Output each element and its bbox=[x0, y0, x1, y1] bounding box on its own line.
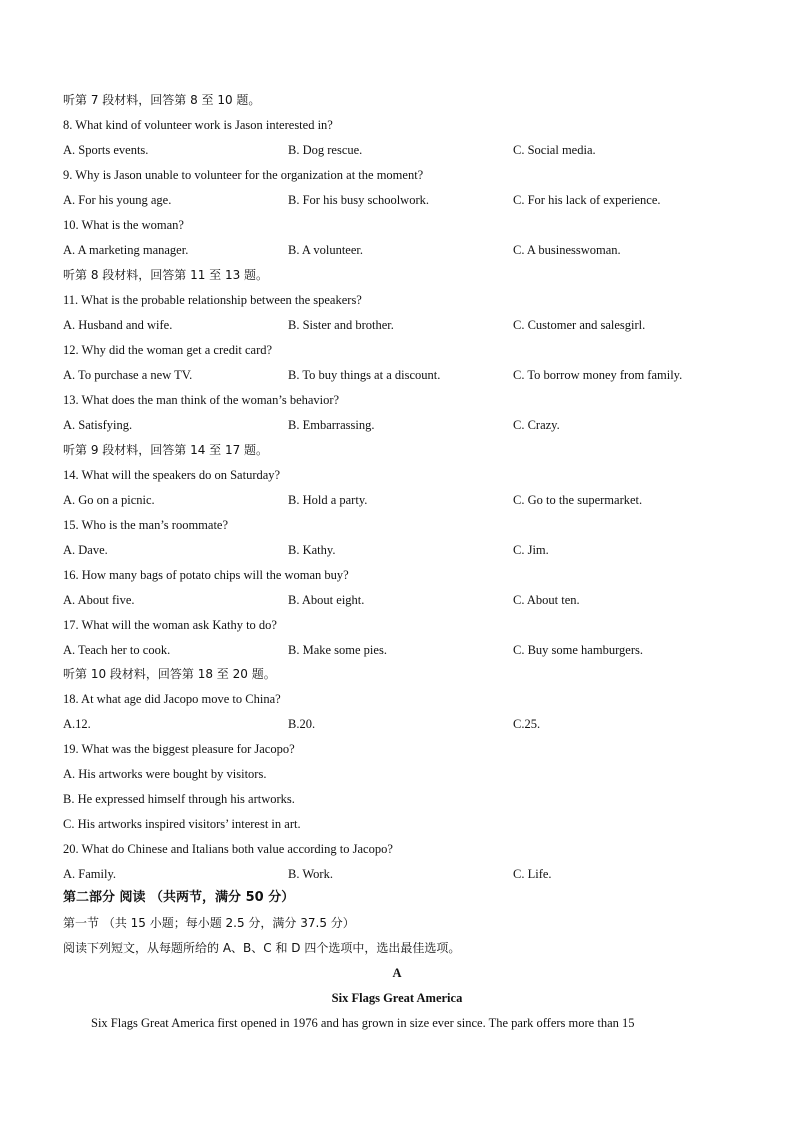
section-9-instruction: 听第 9 段材料，回答第 14 至 17 题。 bbox=[63, 443, 269, 457]
question-15: 15. Who is the man’s roommate? bbox=[63, 518, 229, 532]
question-8: 8. What kind of volunteer work is Jason interested in? bbox=[63, 118, 333, 132]
q9-option-a: A. For his young age. bbox=[63, 193, 172, 207]
q8-option-a: A. Sports events. bbox=[63, 143, 149, 157]
q11-option-a: A. Husband and wife. bbox=[63, 318, 173, 332]
passage-letter: A bbox=[392, 966, 402, 980]
question-11: 11. What is the probable relationship between the speakers? bbox=[63, 293, 362, 307]
passage-title: Six Flags Great America bbox=[331, 991, 463, 1005]
question-13: 13. What does the man think of the woman’s behavior? bbox=[63, 393, 340, 407]
q13-option-a: A. Satisfying. bbox=[63, 418, 133, 432]
section-8-instruction: 听第 8 段材料，回答第 11 至 13 题。 bbox=[63, 268, 269, 282]
q18-option-c: C.25. bbox=[513, 717, 541, 731]
q18-option-b: B.20. bbox=[288, 717, 316, 731]
q9-option-b: B. For his busy schoolwork. bbox=[288, 193, 429, 207]
q18-option-a: A.12. bbox=[63, 717, 91, 731]
q13-option-c: C. Crazy. bbox=[513, 418, 560, 432]
question-19: 19. What was the biggest pleasure for Jacopo? bbox=[63, 742, 295, 756]
q20-option-b: B. Work. bbox=[288, 867, 333, 881]
q20-option-c: C. Life. bbox=[513, 867, 552, 881]
q10-option-a: A. A marketing manager. bbox=[63, 243, 189, 257]
q16-option-c: C. About ten. bbox=[513, 593, 580, 607]
q12-option-c: C. To borrow money from family. bbox=[513, 368, 683, 382]
q14-option-a: A. Go on a picnic. bbox=[63, 493, 155, 507]
section-7-instruction: 听第 7 段材料，回答第 8 至 10 题。 bbox=[63, 93, 261, 107]
q17-option-b: B. Make some pies. bbox=[288, 643, 387, 657]
q16-option-a: A. About five. bbox=[63, 593, 135, 607]
question-10: 10. What is the woman? bbox=[63, 218, 184, 232]
part-2-heading: 第二部分 阅读 （共两节，满分 50 分） bbox=[63, 890, 295, 905]
q8-option-c: C. Social media. bbox=[513, 143, 596, 157]
q19-option-c: C. His artworks inspired visitors’ interest in art. bbox=[63, 817, 301, 831]
q9-option-c: C. For his lack of experience. bbox=[513, 193, 661, 207]
part-2-section-1: 第一节 （共 15 小题；每小题 2.5 分，满分 37.5 分） bbox=[63, 916, 355, 930]
q11-option-c: C. Customer and salesgirl. bbox=[513, 318, 646, 332]
q11-option-b: B. Sister and brother. bbox=[288, 318, 394, 332]
question-12: 12. Why did the woman get a credit card? bbox=[63, 343, 273, 357]
reading-instruction: 阅读下列短文，从每题所给的 A、B、C 和 D 四个选项中，选出最佳选项。 bbox=[63, 941, 461, 955]
q12-option-b: B. To buy things at a discount. bbox=[288, 368, 441, 382]
q20-option-a: A. Family. bbox=[63, 867, 117, 881]
q14-option-c: C. Go to the supermarket. bbox=[513, 493, 643, 507]
question-18: 18. At what age did Jacopo move to China? bbox=[63, 692, 281, 706]
q15-option-b: B. Kathy. bbox=[288, 543, 336, 557]
q15-option-a: A. Dave. bbox=[63, 543, 108, 557]
question-17: 17. What will the woman ask Kathy to do? bbox=[63, 618, 277, 632]
question-16: 16. How many bags of potato chips will the woman buy? bbox=[63, 568, 349, 582]
section-10-instruction: 听第 10 段材料，回答第 18 至 20 题。 bbox=[63, 667, 276, 681]
q19-option-b: B. He expressed himself through his artworks. bbox=[63, 792, 295, 806]
question-9: 9. Why is Jason unable to volunteer for the organization at the moment? bbox=[63, 168, 424, 182]
passage-text: Six Flags Great America first opened in 1976 and has grown in size ever since. The park offers more than 15 bbox=[91, 1016, 635, 1030]
q17-option-c: C. Buy some hamburgers. bbox=[513, 643, 643, 657]
q15-option-c: C. Jim. bbox=[513, 543, 549, 557]
q10-option-c: C. A businesswoman. bbox=[513, 243, 621, 257]
question-14: 14. What will the speakers do on Saturday? bbox=[63, 468, 281, 482]
q14-option-b: B. Hold a party. bbox=[288, 493, 368, 507]
q8-option-b: B. Dog rescue. bbox=[288, 143, 363, 157]
question-20: 20. What do Chinese and Italians both value according to Jacopo? bbox=[63, 842, 393, 856]
q17-option-a: A. Teach her to cook. bbox=[63, 643, 171, 657]
q16-option-b: B. About eight. bbox=[288, 593, 365, 607]
q12-option-a: A. To purchase a new TV. bbox=[63, 368, 193, 382]
q13-option-b: B. Embarrassing. bbox=[288, 418, 375, 432]
q19-option-a: A. His artworks were bought by visitors. bbox=[63, 767, 267, 781]
q10-option-b: B. A volunteer. bbox=[288, 243, 363, 257]
